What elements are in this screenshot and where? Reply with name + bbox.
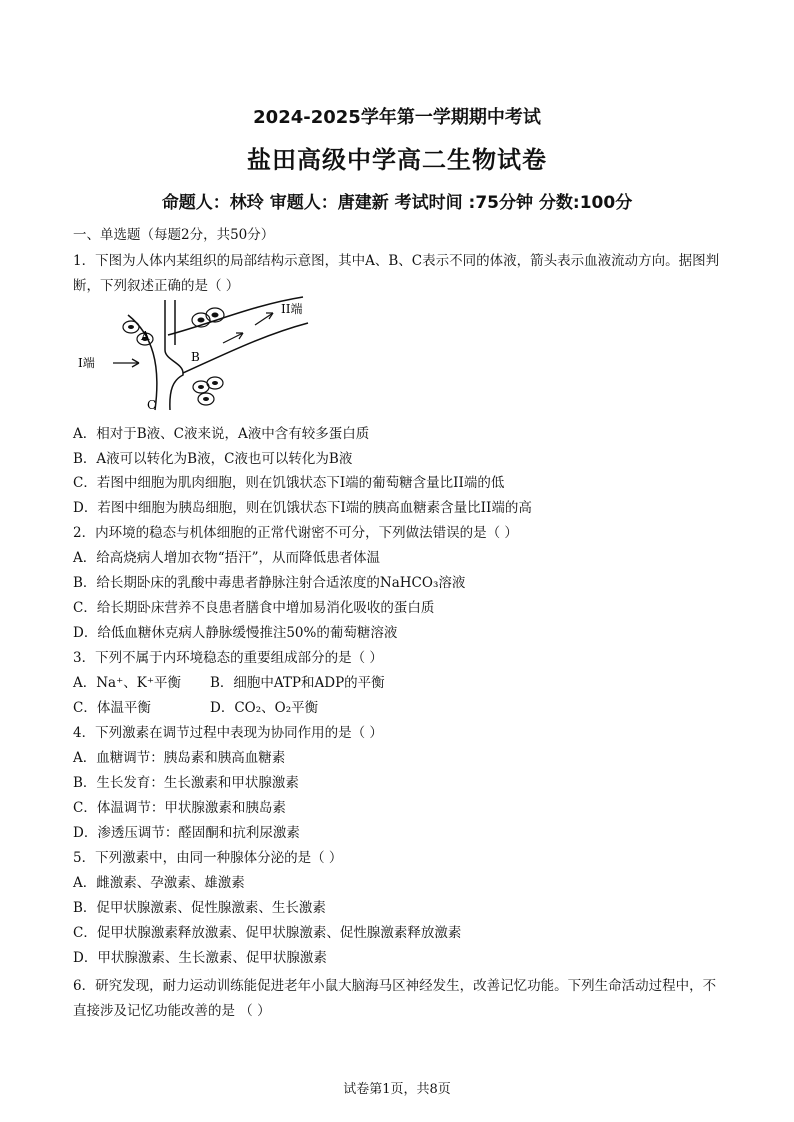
q2-option-a: A．给高烧病人增加衣物“捂汗”，从而降低患者体温: [73, 550, 381, 566]
q4-option-a: A．血糖调节：胰岛素和胰高血糖素: [73, 750, 286, 766]
q3-stem: 3．下列不属于内环境稳态的重要组成部分的是（ ）: [73, 650, 383, 666]
vessel-lower-wall: [183, 323, 308, 373]
q5-option-b: B．促甲状腺激素、促性腺激素、生长激素: [73, 900, 326, 916]
q5-stem: 5．下列激素中，由同一种腺体分泌的是（ ）: [73, 850, 343, 866]
q3-option-a: A．Na⁺、K⁺平衡: [73, 675, 181, 691]
section-heading: 一、单选题（每题2分，共50分）: [73, 227, 275, 243]
q2-option-b: B．给长期卧床的乳酸中毒患者静脉注射合适浓度的NaHCO₃溶液: [73, 575, 466, 591]
q1-option-b: B．A液可以转化为B液，C液也可以转化为B液: [73, 451, 353, 467]
cell-nucleus-icon: [203, 397, 209, 401]
q1-stem: 1．下图为人体内某组织的局部结构示意图，其中A、B、C表示不同的体液，箭头表示血液流动方向。据图判断，下列叙述正确的是（ ）: [73, 253, 720, 294]
q2-option-c: C．给长期卧床营养不良患者膳食中增加易消化吸收的蛋白质: [73, 600, 435, 616]
q6-stem: 6．研究发现，耐力运动训练能促进老年小鼠大脑海马区神经发生，改善记忆功能。下列生命活动过程中，不直接涉及记忆功能改善的是 （ ）: [73, 978, 717, 1019]
q4-option-b: B．生长发育：生长激素和甲状腺激素: [73, 775, 299, 791]
q1-option-c: C．若图中细胞为肌肉细胞，则在饥饿状态下I端的葡萄糖含量比II端的低: [73, 475, 505, 491]
q5-option-a: A．雌激素、孕激素、雄激素: [73, 875, 245, 891]
label-b: B: [191, 350, 200, 364]
q5-option-d: D．甲状腺激素、生长激素、促甲状腺激素: [73, 950, 327, 966]
q1-option-d: D．若图中细胞为胰岛细胞，则在饥饿状态下I端的胰高血糖素含量比II端的高: [73, 500, 532, 516]
label-end-1: I端: [78, 356, 95, 370]
q3-option-c: C．体温平衡: [73, 700, 151, 716]
q2-option-d: D．给低血糖休克病人静脉缓慢推注50%的葡萄糖溶液: [73, 625, 398, 641]
cell-nucleus-icon: [198, 318, 205, 323]
cell-nucleus-icon: [198, 385, 204, 389]
q4-option-d: D．渗透压调节：醛固酮和抗利尿激素: [73, 825, 300, 841]
label-c: C: [147, 398, 157, 412]
exam-title: 2024-2025学年第一学期期中考试: [253, 107, 541, 128]
q3-option-b: B．细胞中ATP和ADP的平衡: [210, 675, 385, 691]
q1-option-a: A．相对于B液、C液来说，A液中含有较多蛋白质: [73, 426, 370, 442]
flow-arrow-icon: [255, 313, 273, 325]
cell-nucleus-icon: [128, 325, 134, 329]
q2-stem: 2．内环境的稳态与机体细胞的正常代谢密不可分，下列做法错误的是（ ）: [73, 525, 518, 541]
q3-option-d: D．CO₂、O₂平衡: [210, 700, 319, 716]
q4-option-c: C．体温调节：甲状腺激素和胰岛素: [73, 800, 286, 816]
q5-option-c: C．促甲状腺激素释放激素、促甲状腺激素、促性腺激素释放激素: [73, 925, 462, 941]
lymph-vessel-wall: [165, 300, 183, 410]
paper-title: 盐田高级中学高二生物试卷: [247, 146, 547, 174]
tissue-structure-diagram: [73, 295, 333, 415]
label-a: A: [141, 329, 150, 343]
q4-stem: 4．下列激素在调节过程中表现为协同作用的是（ ）: [73, 725, 383, 741]
exam-meta: 命题人：林玲 审题人：唐建新 考试时间 :75分钟 分数:100分: [161, 193, 633, 213]
page-footer: 试卷第1页，共8页: [343, 1082, 451, 1097]
label-end-2: II端: [281, 302, 303, 316]
cell-nucleus-icon: [212, 313, 219, 318]
cell-nucleus-icon: [212, 381, 218, 385]
